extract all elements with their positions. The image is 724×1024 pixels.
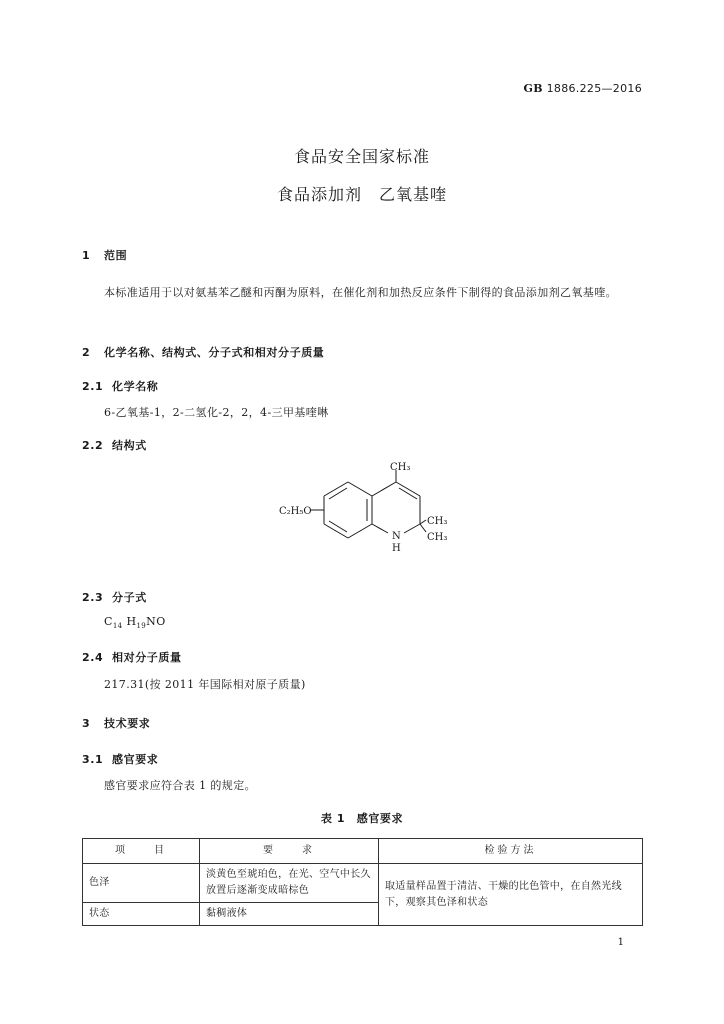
- section-number: 2.2: [82, 439, 104, 452]
- amine-h-label: H: [392, 543, 401, 554]
- section-2-heading: [82, 344, 324, 360]
- section-3-1-heading: [82, 751, 158, 767]
- section-number: 2.4: [82, 651, 104, 664]
- formula-h-count: 19: [136, 622, 147, 631]
- standard-number-header: [524, 82, 642, 95]
- ethoxy-label: C₂H₅O: [279, 506, 312, 517]
- section-1-heading: [82, 247, 127, 263]
- section-title: 技术要求: [104, 717, 151, 730]
- header-item: 项 目: [83, 839, 200, 864]
- methyl-label-a: CH₃: [427, 516, 448, 527]
- molecular-weight: 217.31(按 2011 年国际相对原子质量): [104, 678, 306, 691]
- molecular-formula: [104, 615, 166, 630]
- header-method: 检验方法: [379, 839, 643, 864]
- sensory-requirement-intro: 感官要求应符合表 1 的规定。: [104, 779, 256, 792]
- header-requirement: 要 求: [200, 839, 379, 864]
- section-title: 分子式: [112, 591, 147, 604]
- table-header-row: [83, 839, 643, 864]
- document-title: 食品安全国家标准: [293, 147, 430, 166]
- page-number: 1: [617, 937, 624, 948]
- section-number: 2: [82, 346, 91, 359]
- section-3-heading: [82, 715, 150, 731]
- standard-number: 1886.225—2016: [546, 82, 642, 95]
- section-2-1-heading: [82, 378, 158, 394]
- chemical-name: 6-乙氧基-1，2-二氢化-2，2，4-三甲基喹啉: [104, 406, 329, 419]
- amine-n-label: N: [392, 531, 401, 542]
- section-number: 3.1: [82, 753, 104, 766]
- section-title: 结构式: [112, 439, 147, 452]
- inspection-method: 取适量样品置于清洁、干燥的比色管中，在自然光线下，观察其色泽和状态: [379, 864, 643, 926]
- standard-prefix: GB: [523, 82, 543, 95]
- scope-paragraph: 本标准适用于以对氨基苯乙醚和丙酮为原料，在催化剂和加热反应条件下制得的食品添加剂乙氧基喹。: [104, 286, 617, 299]
- document-subtitle: 食品添加剂 乙氧基喹: [276, 185, 447, 204]
- section-title: 相对分子质量: [112, 651, 182, 664]
- section-number: 2.1: [82, 380, 104, 393]
- section-title: 感官要求: [112, 753, 159, 766]
- section-2-2-heading: [82, 437, 147, 453]
- formula-h: H: [126, 615, 137, 628]
- section-2-4-heading: [82, 649, 182, 665]
- formula-c: C: [104, 615, 113, 628]
- section-number: 2.3: [82, 591, 104, 604]
- section-number: 1: [82, 249, 91, 262]
- row-requirement: 淡黄色至琥珀色，在光、空气中长久放置后逐渐变成暗棕色: [200, 864, 379, 903]
- table-caption: 表 1 感官要求: [320, 812, 404, 825]
- methyl-label-top: CH₃: [390, 462, 411, 473]
- section-title: 范围: [104, 249, 128, 262]
- formula-c-count: 14: [112, 622, 123, 631]
- structural-formula-diagram: [268, 462, 468, 572]
- section-title: 化学名称: [112, 380, 159, 393]
- section-2-3-heading: [82, 589, 147, 605]
- row-item: 色泽: [83, 864, 200, 903]
- row-requirement: 黏稠液体: [200, 903, 379, 926]
- sensory-requirements-table: [82, 838, 643, 926]
- formula-rest: NO: [146, 615, 166, 628]
- row-item: 状态: [83, 903, 200, 926]
- table-row: [83, 864, 643, 903]
- section-number: 3: [82, 717, 91, 730]
- methyl-label-b: CH₃: [427, 532, 448, 543]
- section-title: 化学名称、结构式、分子式和相对分子质量: [104, 346, 325, 359]
